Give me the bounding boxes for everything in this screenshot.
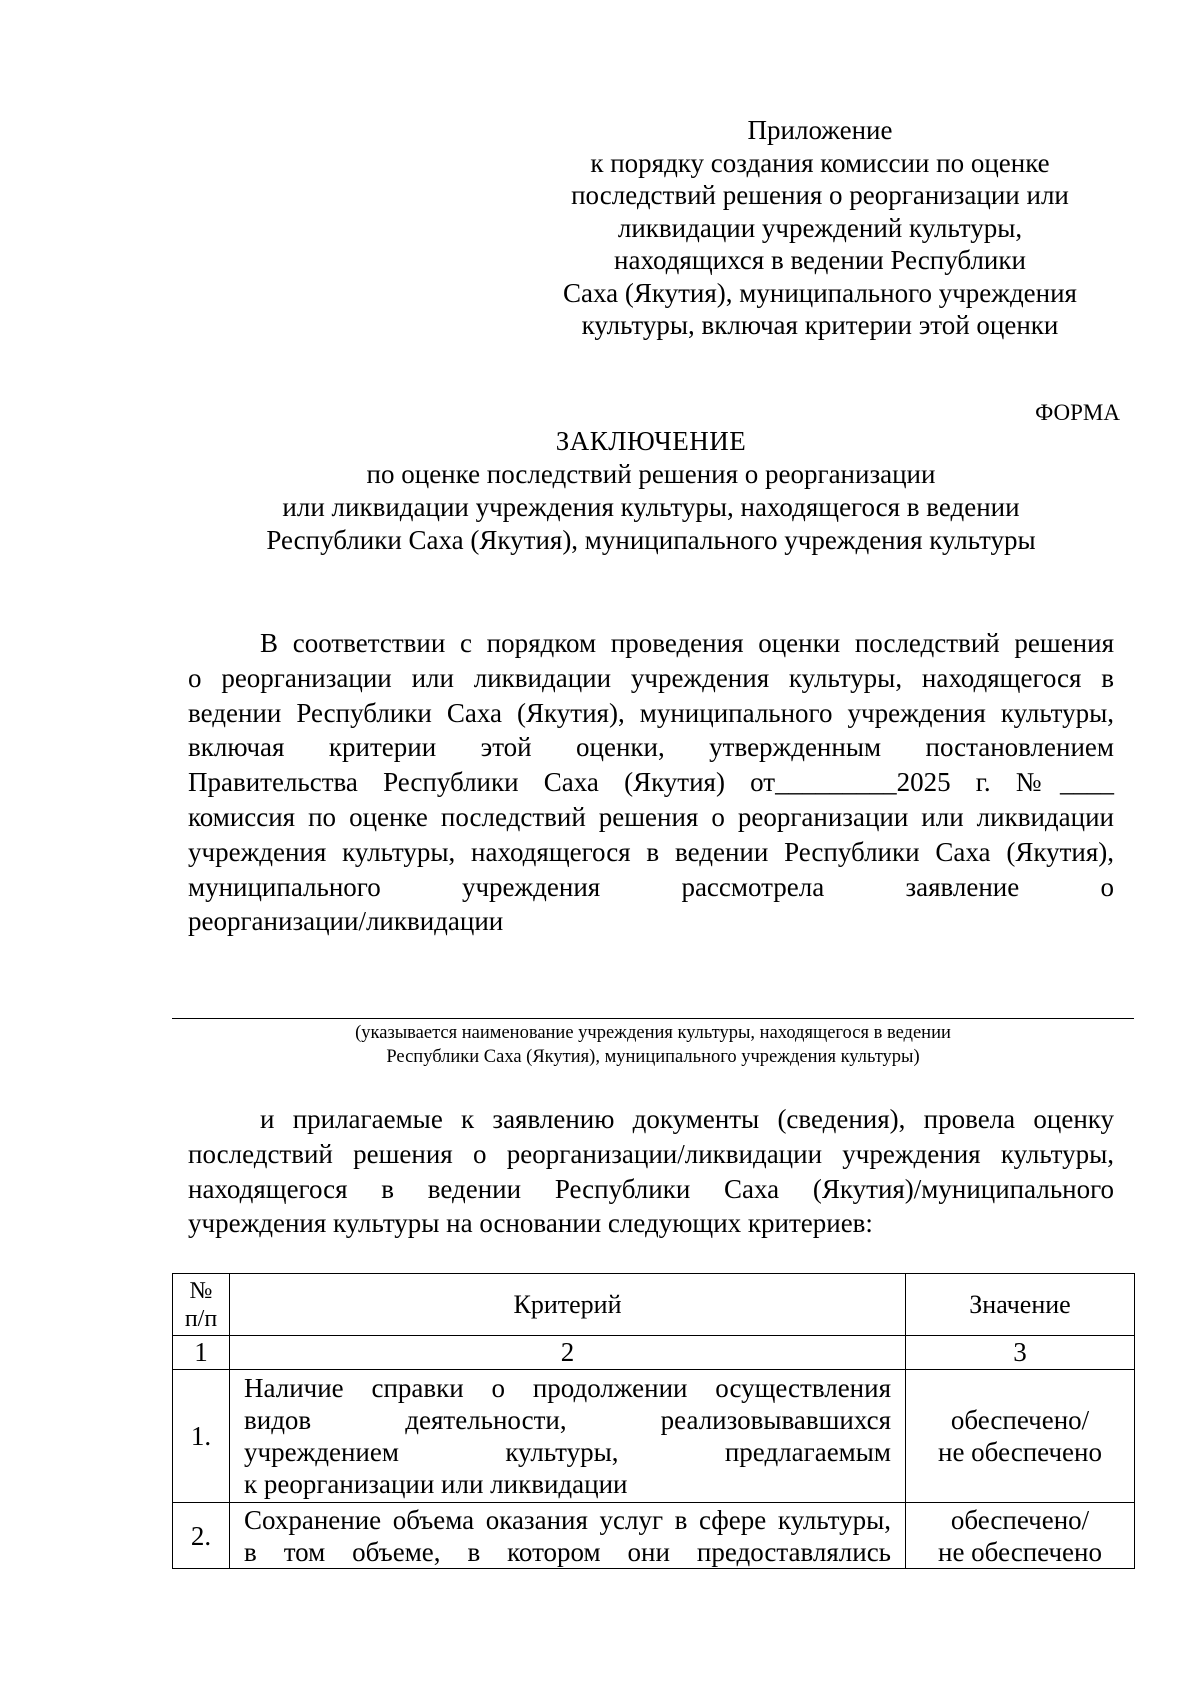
paragraph-line: муниципального учреждения рассмотрела заявление о bbox=[188, 871, 1114, 902]
criteria-table bbox=[172, 1273, 1135, 1569]
criterion-line: видов деятельности, реализовывавшихся bbox=[244, 1405, 891, 1435]
column-index: 1 bbox=[173, 1336, 230, 1370]
form-label: ФОРМА bbox=[1035, 400, 1120, 425]
value-line: обеспечено/ bbox=[950, 1405, 1090, 1435]
criterion-line: в том объеме, в котором они предоставлялись bbox=[244, 1537, 891, 1567]
appendix-line: ликвидации учреждений культуры, bbox=[617, 212, 1023, 243]
document-subtitle-line: по оценке последствий решения о реорганизации bbox=[366, 459, 936, 489]
criterion-line: учреждением культуры, предлагаемым bbox=[244, 1437, 891, 1467]
row-criterion bbox=[230, 1370, 906, 1503]
paragraph-line: последствий решения о реорганизации/ликвидации учреждения культуры, bbox=[188, 1138, 1114, 1169]
appendix-line: последствий решения о реорганизации или bbox=[571, 180, 1069, 210]
paragraph-line: и прилагаемые к заявлению документы (сведения), провела оценку bbox=[260, 1104, 1114, 1134]
header-number-abbr: п/п bbox=[184, 1305, 218, 1332]
header-criterion: Критерий bbox=[230, 1274, 906, 1336]
document-subtitle-line: Республики Саха (Якутия), муниципального учреждения культуры bbox=[266, 525, 1036, 555]
row-value bbox=[906, 1503, 1135, 1569]
document-title-block bbox=[188, 425, 1114, 557]
paragraph-line: комиссия по оценке последствий решения о реорганизации или ликвидации bbox=[188, 801, 1114, 832]
document-subtitle-line: или ликвидации учреждения культуры, находящегося в ведении bbox=[282, 492, 1020, 522]
paragraph-line: учреждения культуры на основании следующих критериев: bbox=[188, 1208, 873, 1239]
header-number bbox=[173, 1274, 230, 1336]
paragraph-line: включая критерии этой оценки, утвержденным постановлением bbox=[188, 732, 1114, 763]
value-line: обеспечено/ bbox=[950, 1505, 1090, 1535]
header-number-symbol: № bbox=[189, 1277, 213, 1304]
institution-name-caption bbox=[172, 1021, 1134, 1069]
appendix-line: находящихся в ведении Республики bbox=[614, 245, 1026, 275]
appendix-header bbox=[540, 114, 1100, 342]
table-row bbox=[173, 1503, 1135, 1569]
paragraph-line: ведении Республики Саха (Якутия), муниципального учреждения культуры, bbox=[188, 697, 1114, 728]
paragraph-line: находящегося в ведении Республики Саха (Якутия)/муниципального bbox=[188, 1173, 1114, 1204]
paragraph-line: о реорганизации или ликвидации учреждения культуры, находящегося в bbox=[188, 662, 1114, 693]
column-index: 2 bbox=[230, 1336, 906, 1370]
appendix-title: Приложение bbox=[747, 115, 893, 145]
value-line: не обеспечено bbox=[938, 1437, 1102, 1467]
assessment-paragraph bbox=[188, 1102, 1114, 1241]
value-line: не обеспечено bbox=[938, 1537, 1102, 1567]
criterion-line: Сохранение объема оказания услуг в сфере культуры, bbox=[244, 1505, 891, 1535]
header-value: Значение bbox=[906, 1274, 1135, 1336]
paragraph-line: учреждения культуры, находящегося в ведении Республики Саха (Якутия), bbox=[188, 836, 1114, 867]
table-index-row bbox=[173, 1336, 1135, 1370]
column-index: 3 bbox=[906, 1336, 1135, 1370]
intro-paragraph bbox=[188, 626, 1114, 939]
institution-name-blank-line bbox=[172, 1018, 1134, 1019]
table-row bbox=[173, 1370, 1135, 1503]
paragraph-line: Правительства Республики Саха (Якутия) от_________2025 г. №____ bbox=[188, 767, 1114, 798]
caption-line: Республики Саха (Якутия), муниципального учреждения культуры) bbox=[386, 1047, 920, 1067]
appendix-line: культуры, включая критерии этой оценки bbox=[581, 310, 1059, 340]
appendix-line: к порядку создания комиссии по оценке bbox=[590, 147, 1050, 178]
document-title: ЗАКЛЮЧЕНИЕ bbox=[555, 426, 747, 456]
table-header-row bbox=[173, 1274, 1135, 1336]
row-criterion bbox=[230, 1503, 906, 1569]
paragraph-line: реорганизации/ликвидации bbox=[188, 906, 504, 937]
row-value bbox=[906, 1370, 1135, 1503]
row-number: 2. bbox=[173, 1503, 230, 1569]
row-number: 1. bbox=[173, 1370, 230, 1503]
criterion-line: Наличие справки о продолжении осуществления bbox=[244, 1373, 891, 1403]
paragraph-line: В соответствии с порядком проведения оценки последствий решения bbox=[260, 628, 1114, 658]
caption-line: (указывается наименование учреждения культуры, находящегося в ведении bbox=[355, 1023, 951, 1043]
criterion-line: к реорганизации или ликвидации bbox=[244, 1469, 628, 1499]
appendix-line: Саха (Якутия), муниципального учреждения bbox=[563, 277, 1077, 308]
